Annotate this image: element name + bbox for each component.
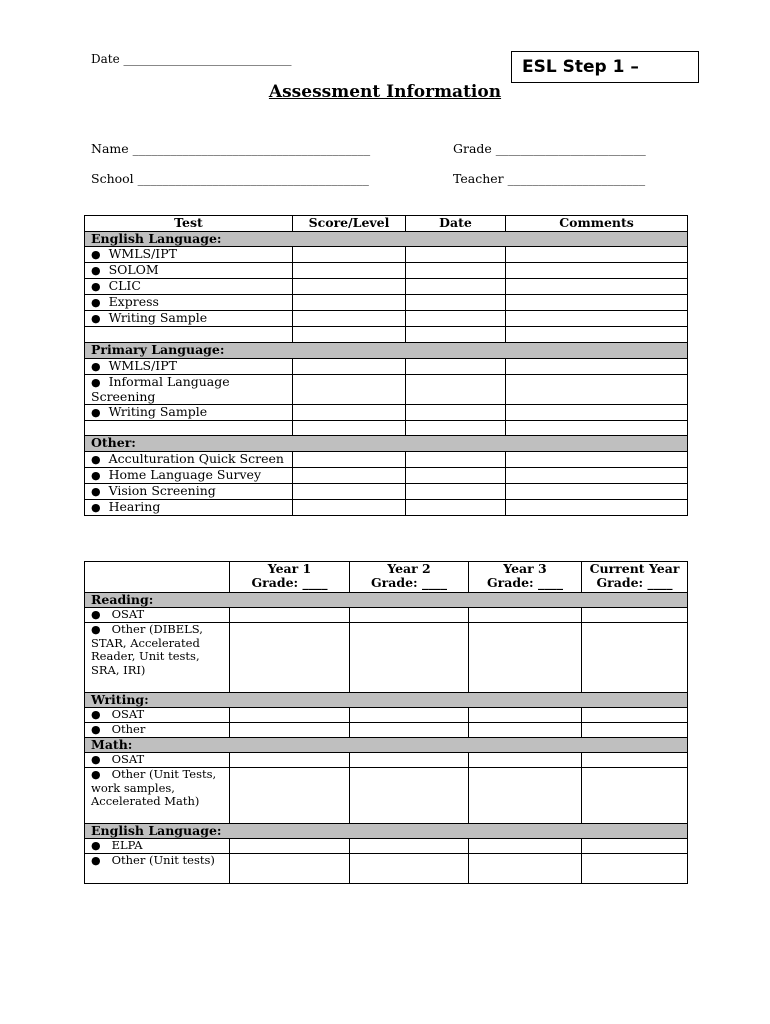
measure-cell: [85, 839, 230, 854]
bullet-icon: ●: [91, 768, 101, 781]
column-header: [469, 562, 582, 593]
test-cell: [85, 263, 293, 279]
test-cell: [85, 500, 293, 516]
section-row: [85, 343, 688, 359]
blank-cell[interactable]: [506, 420, 688, 436]
year-cell[interactable]: [469, 608, 582, 623]
measure-name: ELPA: [111, 838, 143, 852]
score-cell[interactable]: [293, 452, 406, 468]
table-row: [85, 358, 688, 374]
measure-name: Other (DIBELS, STAR, Accelerated Reader, Unit tests, SRA, IRI): [91, 622, 203, 677]
year-cell[interactable]: [350, 623, 469, 693]
measure-cell: [85, 723, 230, 738]
year-cell[interactable]: [230, 768, 350, 824]
bullet-icon: ●: [91, 485, 101, 499]
column-header: [230, 562, 350, 593]
measure-cell: [85, 753, 230, 768]
measure-cell: [85, 708, 230, 723]
date-cell[interactable]: [406, 374, 506, 404]
year-label: Year 1: [267, 561, 312, 576]
table-row: [85, 839, 688, 854]
year-cell[interactable]: [469, 768, 582, 824]
measure-cell: [85, 768, 230, 824]
blank-row: [85, 327, 688, 343]
comments-cell[interactable]: [506, 404, 688, 420]
bullet-icon: ●: [91, 359, 101, 373]
year-cell[interactable]: [350, 723, 469, 738]
date-cell[interactable]: [406, 311, 506, 327]
year-cell[interactable]: [582, 608, 688, 623]
comments-cell[interactable]: [506, 358, 688, 374]
column-header: Date: [406, 216, 506, 232]
bullet-icon: ●: [91, 264, 101, 278]
blank-cell[interactable]: [293, 420, 406, 436]
table-row: [85, 452, 688, 468]
year-cell[interactable]: [469, 708, 582, 723]
year-cell[interactable]: [350, 839, 469, 854]
year-cell[interactable]: [469, 854, 582, 884]
comments-cell[interactable]: [506, 500, 688, 516]
comments-cell[interactable]: [506, 295, 688, 311]
score-cell[interactable]: [293, 358, 406, 374]
score-cell[interactable]: [293, 295, 406, 311]
table-row: [85, 500, 688, 516]
test-name: Informal Language Screening: [91, 374, 230, 404]
column-header: [350, 562, 469, 593]
test-name: CLIC: [108, 278, 141, 294]
score-cell[interactable]: [293, 484, 406, 500]
date-cell[interactable]: [406, 404, 506, 420]
test-cell: [85, 358, 293, 374]
year-label: Year 3: [503, 561, 547, 576]
comments-cell[interactable]: [506, 374, 688, 404]
test-name: Hearing: [108, 499, 161, 515]
table-row: [85, 484, 688, 500]
table-row: [85, 468, 688, 484]
year-cell[interactable]: [582, 623, 688, 693]
section-title: Reading:: [85, 593, 688, 608]
assessment-table: [84, 215, 688, 516]
test-cell: [85, 374, 293, 404]
measure-name: OSAT: [111, 707, 145, 721]
date-cell[interactable]: [406, 358, 506, 374]
date-cell[interactable]: [406, 279, 506, 295]
comments-cell[interactable]: [506, 279, 688, 295]
step-label-box: ESL Step 1 –: [511, 51, 699, 83]
date-cell[interactable]: [406, 263, 506, 279]
bullet-icon: ●: [91, 312, 101, 326]
test-cell: [85, 452, 293, 468]
section-title: English Language:: [85, 231, 688, 247]
section-title: Primary Language:: [85, 343, 688, 359]
test-name: Acculturation Quick Screen: [108, 451, 284, 467]
year-cell[interactable]: [350, 608, 469, 623]
date-cell[interactable]: [406, 452, 506, 468]
table-row: [85, 768, 688, 824]
table-header-row: [85, 216, 688, 232]
blank-header: [85, 562, 230, 593]
test-name: Vision Screening: [108, 483, 216, 499]
year-cell[interactable]: [582, 723, 688, 738]
test-name: Writing Sample: [108, 310, 208, 326]
bullet-icon: ●: [91, 280, 101, 294]
blank-cell[interactable]: [85, 327, 293, 343]
table-header-row: [85, 562, 688, 593]
score-cell[interactable]: [293, 279, 406, 295]
measure-cell: [85, 608, 230, 623]
year-cell[interactable]: [350, 753, 469, 768]
comments-cell[interactable]: [506, 247, 688, 263]
score-cell[interactable]: [293, 404, 406, 420]
table-row: [85, 708, 688, 723]
blank-cell[interactable]: [85, 420, 293, 436]
column-header: Comments: [506, 216, 688, 232]
table-row: [85, 623, 688, 693]
year-cell[interactable]: [582, 854, 688, 884]
column-header: [582, 562, 688, 593]
blank-cell[interactable]: [406, 420, 506, 436]
year-cell[interactable]: [582, 768, 688, 824]
date-cell[interactable]: [406, 500, 506, 516]
year-cell[interactable]: [582, 839, 688, 854]
table-row: [85, 854, 688, 884]
school-field[interactable]: School _____________________________________: [91, 171, 369, 186]
table-row: [85, 723, 688, 738]
date-cell[interactable]: [406, 484, 506, 500]
section-row: [85, 231, 688, 247]
comments-cell[interactable]: [506, 452, 688, 468]
blank-cell[interactable]: [293, 327, 406, 343]
test-cell: [85, 404, 293, 420]
section-row: [85, 593, 688, 608]
year-cell[interactable]: [230, 623, 350, 693]
page-title: Assessment Information: [268, 82, 502, 102]
bullet-icon: ●: [91, 375, 101, 389]
score-cell[interactable]: [293, 500, 406, 516]
test-cell: [85, 279, 293, 295]
year-cell[interactable]: [230, 723, 350, 738]
year-cell[interactable]: [469, 839, 582, 854]
year-cell[interactable]: [230, 608, 350, 623]
test-name: WMLS/IPT: [108, 246, 177, 262]
bullet-icon: ●: [91, 405, 101, 419]
table-row: [85, 295, 688, 311]
table-row: [85, 608, 688, 623]
measure-name: Other: [111, 722, 146, 736]
test-cell: [85, 468, 293, 484]
measure-name: Other (Unit Tests, work samples, Accelerated Math): [91, 767, 217, 808]
test-cell: [85, 247, 293, 263]
blank-row: [85, 420, 688, 436]
blank-cell[interactable]: [506, 327, 688, 343]
table-row: [85, 263, 688, 279]
test-cell: [85, 295, 293, 311]
test-cell: [85, 311, 293, 327]
bullet-icon: ●: [91, 501, 101, 515]
year-cell[interactable]: [469, 723, 582, 738]
test-name: Writing Sample: [108, 404, 208, 419]
section-title: English Language:: [85, 824, 688, 839]
year-cell[interactable]: [582, 708, 688, 723]
date-cell[interactable]: [406, 247, 506, 263]
section-title: Math:: [85, 738, 688, 753]
measure-cell: [85, 854, 230, 884]
section-title: Other:: [85, 436, 688, 452]
table-row: [85, 311, 688, 327]
bullet-icon: ●: [91, 623, 101, 636]
measure-name: OSAT: [111, 607, 145, 621]
score-cell[interactable]: [293, 374, 406, 404]
section-row: [85, 824, 688, 839]
date-cell[interactable]: [406, 468, 506, 484]
year-cell[interactable]: [230, 753, 350, 768]
date-field[interactable]: Date ____________________________: [91, 52, 292, 66]
grade-field[interactable]: Grade ________________________: [453, 141, 646, 156]
year-cell[interactable]: [469, 753, 582, 768]
year-cell[interactable]: [350, 708, 469, 723]
bullet-icon: ●: [91, 839, 101, 852]
year-label: Current Year: [589, 561, 680, 576]
test-name: WMLS/IPT: [108, 358, 177, 373]
year-label: Year 2: [387, 561, 431, 576]
bullet-icon: ●: [91, 453, 101, 467]
yearly-assessment-table: [84, 561, 688, 884]
table-row: [85, 279, 688, 295]
section-row: [85, 738, 688, 753]
comments-cell[interactable]: [506, 311, 688, 327]
comments-cell[interactable]: [506, 468, 688, 484]
grade-blank[interactable]: Grade: ____: [370, 575, 448, 590]
test-name: Express: [108, 294, 159, 310]
year-cell[interactable]: [469, 623, 582, 693]
bullet-icon: ●: [91, 296, 101, 310]
measure-name: OSAT: [111, 752, 145, 766]
bullet-icon: ●: [91, 854, 101, 867]
comments-cell[interactable]: [506, 263, 688, 279]
section-row: [85, 693, 688, 708]
bullet-icon: ●: [91, 469, 101, 483]
bullet-icon: ●: [91, 248, 101, 262]
score-cell[interactable]: [293, 468, 406, 484]
grade-blank[interactable]: Grade: ____: [486, 575, 564, 590]
score-cell[interactable]: [293, 263, 406, 279]
table-row: [85, 753, 688, 768]
blank-cell[interactable]: [406, 327, 506, 343]
grade-blank[interactable]: Grade: ____: [251, 575, 328, 590]
test-name: SOLOM: [108, 262, 159, 278]
date-cell[interactable]: [406, 295, 506, 311]
test-cell: [85, 484, 293, 500]
column-header: Test: [85, 216, 293, 232]
table-row: [85, 374, 688, 404]
measure-name: Other (Unit tests): [111, 853, 215, 867]
column-header: Score/Level: [293, 216, 406, 232]
score-cell[interactable]: [293, 247, 406, 263]
bullet-icon: ●: [91, 608, 101, 621]
bullet-icon: ●: [91, 723, 101, 736]
name-field[interactable]: Name ______________________________________: [91, 141, 371, 156]
measure-cell: [85, 623, 230, 693]
teacher-field[interactable]: Teacher ______________________: [453, 171, 646, 186]
section-title: Writing:: [85, 693, 688, 708]
year-cell[interactable]: [230, 708, 350, 723]
table-row: [85, 404, 688, 420]
year-cell[interactable]: [350, 768, 469, 824]
grade-blank[interactable]: Grade: ____: [596, 575, 673, 590]
bullet-icon: ●: [91, 753, 101, 766]
score-cell[interactable]: [293, 311, 406, 327]
year-cell[interactable]: [230, 854, 350, 884]
comments-cell[interactable]: [506, 484, 688, 500]
table-row: [85, 247, 688, 263]
year-cell[interactable]: [230, 839, 350, 854]
year-cell[interactable]: [350, 854, 469, 884]
bullet-icon: ●: [91, 708, 101, 721]
year-cell[interactable]: [582, 753, 688, 768]
section-row: [85, 436, 688, 452]
test-name: Home Language Survey: [108, 467, 262, 483]
